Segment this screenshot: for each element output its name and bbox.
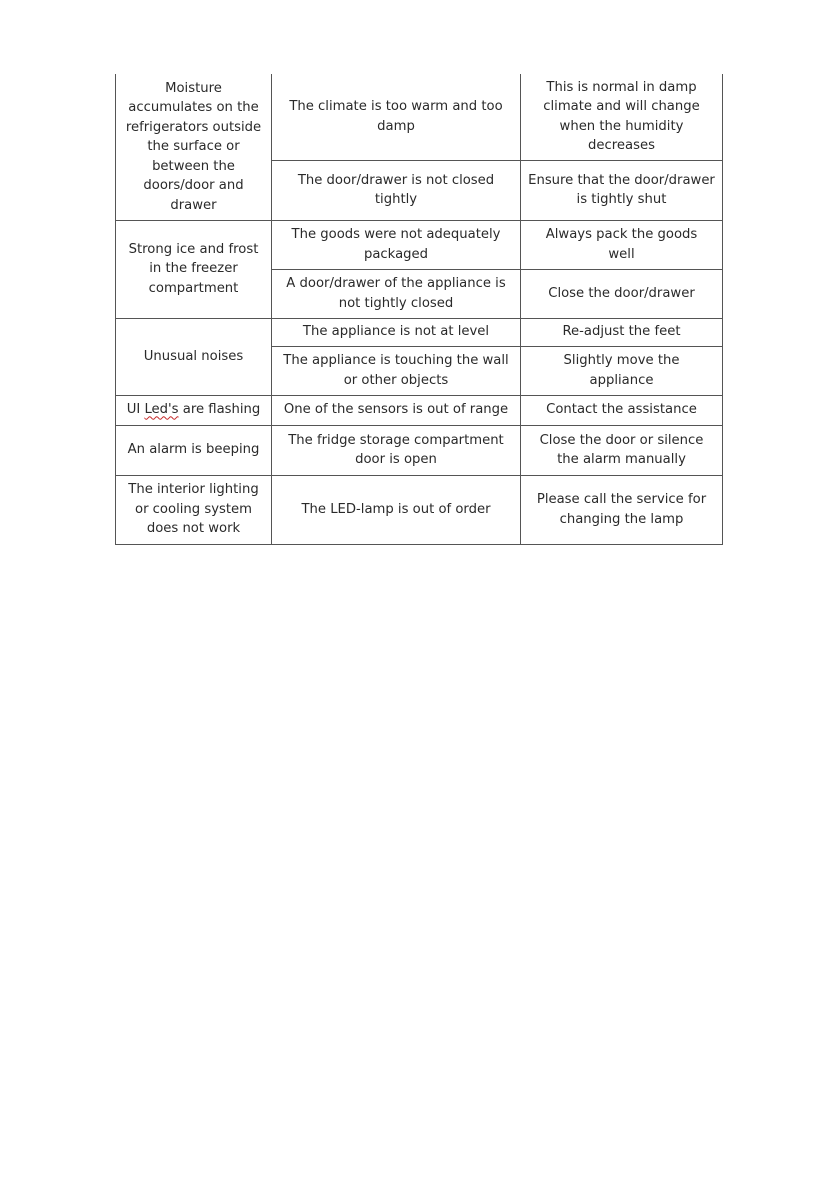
table-row (116, 318, 723, 346)
problem-prefix: UI (126, 402, 145, 418)
solution-cell (521, 475, 723, 544)
cause-text: A door/drawer of the appliance is not tightly closed (286, 276, 506, 311)
solution-cell (521, 269, 723, 318)
solution-cell (521, 220, 723, 269)
table-row (116, 74, 723, 160)
problem-cell (116, 395, 272, 425)
problem-cell (116, 318, 272, 395)
cause-text: The door/drawer is not closed tightly (297, 172, 495, 207)
problem-suffix: are flashing (178, 402, 261, 418)
solution-text: Contact the assistance (546, 402, 697, 418)
solution-text: Close the door or silence the alarm manually (539, 432, 704, 467)
troubleshooting-table (115, 74, 723, 545)
problem-text: Strong ice and frost in the freezer compartment (128, 241, 259, 296)
cause-cell (272, 318, 521, 346)
solution-cell (521, 74, 723, 160)
problem-text: An alarm is beeping (127, 442, 260, 458)
table-row (116, 425, 723, 475)
cause-cell (272, 74, 521, 160)
solution-cell (521, 160, 723, 220)
problem-cell (116, 425, 272, 475)
problem-cell (116, 220, 272, 318)
cause-text: The fridge storage compartment door is open (288, 432, 504, 467)
cause-text: One of the sensors is out of range (283, 402, 509, 418)
solution-text: Re-adjust the feet (562, 324, 681, 340)
solution-text: Close the door/drawer (548, 285, 695, 301)
solution-text: Please call the service for changing the lamp (536, 492, 707, 527)
problem-text: The interior lighting or cooling system does not work (128, 482, 259, 537)
cause-cell (272, 160, 521, 220)
table-row (116, 220, 723, 269)
cause-text: The goods were not adequately packaged (291, 227, 501, 262)
problem-cell (116, 475, 272, 544)
problem-text: Unusual noises (143, 348, 244, 364)
cause-text: The appliance is not at level (302, 324, 490, 340)
spellcheck-flagged-word: Led's (144, 402, 179, 418)
solution-cell (521, 425, 723, 475)
solution-text: Always pack the goods well (545, 227, 698, 262)
solution-text: Slightly move the appliance (563, 353, 680, 388)
cause-text: The appliance is touching the wall or other objects (283, 353, 509, 388)
problem-cell (116, 74, 272, 220)
solution-text: This is normal in damp climate and will change when the humidity decreases (543, 79, 700, 154)
solution-cell (521, 395, 723, 425)
cause-cell (272, 269, 521, 318)
cause-text: The LED-lamp is out of order (301, 501, 491, 517)
cause-cell (272, 475, 521, 544)
table-row (116, 395, 723, 425)
solution-cell (521, 346, 723, 395)
cause-cell (272, 220, 521, 269)
cause-cell (272, 346, 521, 395)
problem-text: Moisture accumulates on the refrigerators outside the surface or between the doors/door and drawer (125, 80, 262, 213)
solution-text: Ensure that the door/drawer is tightly shut (528, 172, 715, 207)
cause-text: The climate is too warm and too damp (289, 99, 503, 134)
solution-cell (521, 318, 723, 346)
table-row (116, 475, 723, 544)
cause-cell (272, 425, 521, 475)
cause-cell (272, 395, 521, 425)
